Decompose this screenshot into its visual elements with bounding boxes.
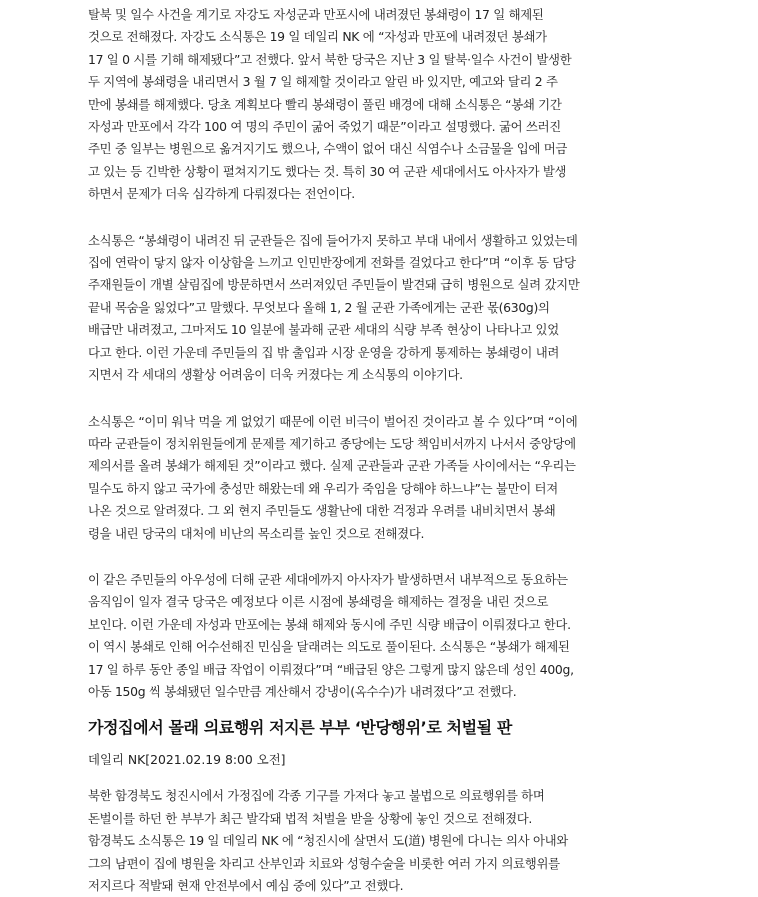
- article-paragraph: 이 같은 주민들의 아우성에 더해 군관 세대에까지 아사자가 발생하면서 내부적으로 동요하는 움직임이 일자 결국 당국은 예정보다 이른 시점에 봉쇄령을 해제하는 결정을 내린 것으로 보인다. 이런 가운데 자성과 만포에는 봉쇄 해제와 동시에 주민 식량 배급이 이뤄졌다고 한다. 이 역시 봉쇄로 인해 어수선해진 민심을 달래려는 의도로 풀이된다. 소식통은 “봉쇄가 해제된 17 일 하루 동안 종일 배급 작업이 이뤄졌다”며 “배급된 양은 그렇게 많지 않은데 성인 400g, 아동 150g 씩 봉쇄됐던 일수만큼 계산해서 강냉이(옥수수)가 내려졌다”고 전했다.: [88, 571, 574, 699]
- paragraph-spacer: [88, 387, 758, 411]
- article-paragraph: 북한 함경북도 청진시에서 가정집에 각종 기구를 가져다 놓고 불법으로 의료행위를 하며 돈벌이를 하던 한 부부가 최근 발각돼 법적 처벌을 받을 상황에 놓인 것으로 전해졌다. 함경북도 소식통은 19 일 데일리 NK 에 “청진시에 살면서 도(道) 병원에 다니는 의사 아내와 그의 남편이 집에 병원을 차리고 산부인과 치료와 성형수술을 비롯한 여러 가지 의료행위를 저지르다 적발돼 현재 안전부에서 예심 중에 있다”고 전했다.: [88, 788, 568, 893]
- paragraph-spacer: [88, 206, 758, 230]
- article-paragraph: 소식통은 “봉쇄령이 내려진 뒤 군관들은 집에 들어가지 못하고 부대 내에서 생활하고 있었는데 집에 연락이 닿지 않자 이상함을 느끼고 인민반장에게 전화를 걸었다고 한다”며 “이후 동 담당 주재원들이 개별 살림집에 방문하면서 쓰러져있던 주민들이 발견돼 급히 병원으로 실려 갔지만 끝내 목숨을 잃었다”고 말했다. 무엇보다 올해 1, 2 월 군관 가족에게는 군관 몫(630g)의 배급만 내려졌고, 그마저도 10 일분에 불과해 군관 세대의 식량 부족 현상이 나타나고 있었 다고 한다. 이런 가운데 주민들의 집 밖 출입과 시장 운영을 강하게 통제하는 봉쇄령이 내려 지면서 각 세대의 생활상 어려움이 더욱 커졌다는 게 소식통의 이야기다.: [88, 232, 580, 383]
- article-byline: 데일리 NK[2021.02.19 8:00 오전]: [88, 752, 286, 768]
- paragraph-spacer: [88, 545, 758, 569]
- paragraph-spacer: [88, 771, 758, 785]
- article-paragraph: 소식통은 “이미 워낙 먹을 게 없었기 때문에 이런 비극이 벌어진 것이라고 볼 수 있다”며 “이에 따라 군관들이 정치위원들에게 문제를 제기하고 종당에는 도당 책임비서까지 나서서 중앙당에 제의서를 올려 봉쇄가 해제된 것”이라고 했다. 실제 군관들과 군관 가족들 사이에서는 “우리는 밀수도 하지 않고 국가에 충성만 해왔는데 왜 우리가 죽임을 당해야 하느냐”는 불만이 터져 나온 것으로 알려졌다. 그 외 현지 주민들도 생활난에 대한 걱정과 우려를 내비치면서 봉쇄 령을 내린 당국의 대처에 비난의 목소리를 높인 것으로 전해졌다.: [88, 413, 578, 541]
- article-paragraph: 탈북 및 일수 사건을 계기로 자강도 자성군과 만포시에 내려졌던 봉쇄령이 17 일 해제된 것으로 전해졌다. 자강도 소식통은 19 일 데일리 NK 에 “자성과 만포에 내려졌던 봉쇄가 17 일 0 시를 기해 해제됐다”고 전했다. 앞서 북한 당국은 지난 3 일 탈북·일수 사건이 발생한 두 지역에 봉쇄령을 내리면서 3 월 7 일 해제할 것이라고 알린 바 있지만, 예고와 달리 2 주 만에 봉쇄를 해제했다. 당초 계획보다 빨리 봉쇄령이 풀린 배경에 대해 소식통은 “봉쇄 기간 자성과 만포에서 각각 100 여 명의 주민이 굶어 죽었기 때문”이라고 설명했다. 굶어 쓰러진 주민 중 일부는 병원으로 옮겨지기도 했으나, 수액이 없어 대신 식염수나 소금물을 입에 머금 고 있는 등 긴박한 상황이 펼쳐지기도 했다는 것. 특히 30 여 군관 세대에서도 아사자가 발생 하면서 문제가 더욱 심각하게 다뤄졌다는 전언이다.: [88, 7, 572, 202]
- article-headline: 가정집에서 몰래 의료행위 저지른 부부 ‘반당행위’로 처벌될 판: [88, 718, 512, 738]
